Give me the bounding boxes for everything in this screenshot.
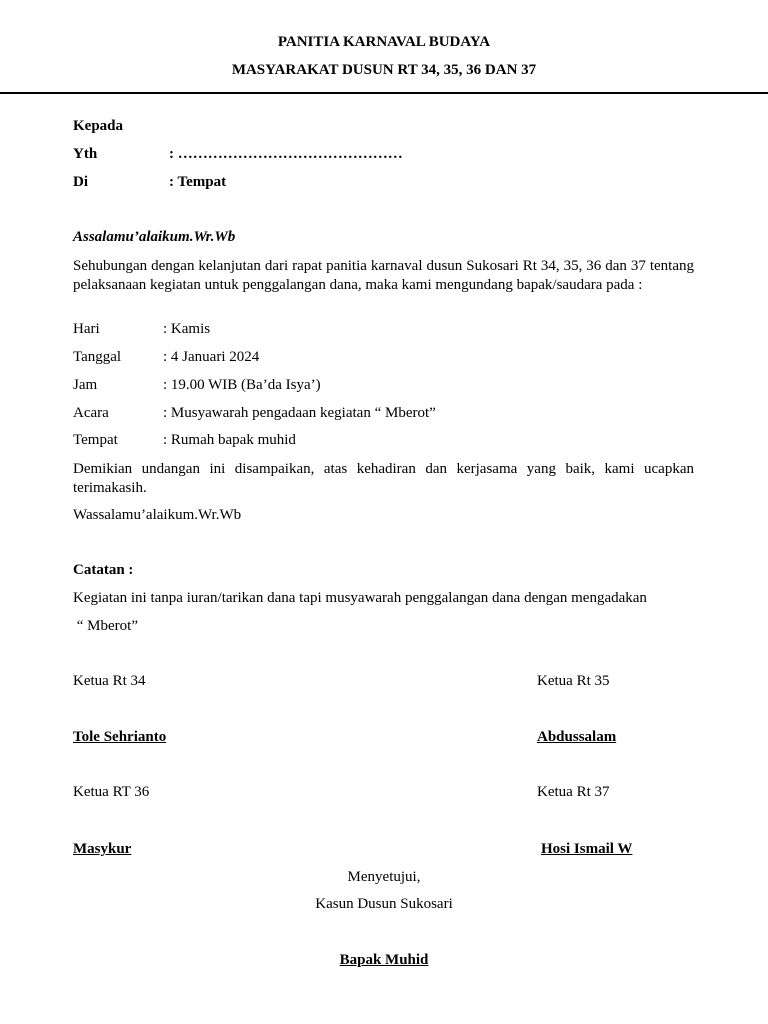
signature-rt36-title: Ketua RT 36 <box>73 784 150 800</box>
greeting: Assalamu’alaikum.Wr.Wb <box>73 229 236 245</box>
approval-name: Bapak Muhid <box>339 952 429 968</box>
approval-label: Menyetujui, <box>347 869 421 885</box>
note-line-1: Kegiatan ini tanpa iuran/tarikan dana tapi musyawarah penggalangan dana dengan mengadakan <box>73 590 647 606</box>
signature-rt35-title: Ketua Rt 35 <box>537 673 610 689</box>
letterhead-title: PANITIA KARNAVAL BUDAYA <box>277 34 491 50</box>
approval-name-wrapper <box>0 952 768 969</box>
recipient-yth-label: Yth <box>73 146 98 162</box>
signature-rt35-name: Abdussalam <box>537 729 617 745</box>
detail-value-hari: : Kamis <box>163 321 211 337</box>
detail-label-tanggal: Tanggal <box>73 349 122 365</box>
signature-rt37-title: Ketua Rt 37 <box>537 784 610 800</box>
farewell: Wassalamu’alaikum.Wr.Wb <box>73 507 242 523</box>
letterhead-subtitle: MASYARAKAT DUSUN RT 34, 35, 36 DAN 37 <box>231 62 537 78</box>
recipient-yth-value: : ……………………………………… <box>169 146 403 162</box>
signature-rt34-name: Tole Sehrianto <box>73 729 167 745</box>
recipient-kepada: Kepada <box>73 118 124 134</box>
note-line-2: “ Mberot” <box>73 618 138 634</box>
detail-value-tempat: : Rumah bapak muhid <box>163 432 296 448</box>
intro-paragraph: Sehubungan dengan kelanjutan dari rapat panitia karnaval dusun Sukosari Rt 34, 35, 36 dan 37 tentang pelaksanaan kegiatan untuk penggalangan dana, maka kami mengundang bapak/saudara pada : <box>73 258 694 293</box>
detail-value-jam: : 19.00 WIB (Ba’da Isya’) <box>163 377 321 393</box>
detail-value-tanggal: : 4 Januari 2024 <box>163 349 260 365</box>
recipient-di-value: : Tempat <box>169 174 227 190</box>
recipient-di-label: Di <box>73 174 88 190</box>
approval-position: Kasun Dusun Sukosari <box>315 896 453 912</box>
note-heading: Catatan : <box>73 562 134 578</box>
detail-label-jam: Jam <box>73 377 98 393</box>
detail-value-acara: : Musyawarah pengadaan kegiatan “ Mberot” <box>163 405 436 421</box>
closing-paragraph: Demikian undangan ini disampaikan, atas kehadiran dan kerjasama yang baik, kami ucapkan terimakasih. <box>73 461 694 496</box>
detail-label-acara: Acara <box>73 405 109 421</box>
detail-label-hari: Hari <box>73 321 100 337</box>
detail-label-tempat: Tempat <box>73 432 118 448</box>
signature-rt37-name: Hosi Ismail W <box>541 841 633 857</box>
letterhead-divider <box>0 92 768 94</box>
signature-rt36-name: Masykur <box>73 841 132 857</box>
signature-rt34-title: Ketua Rt 34 <box>73 673 146 689</box>
